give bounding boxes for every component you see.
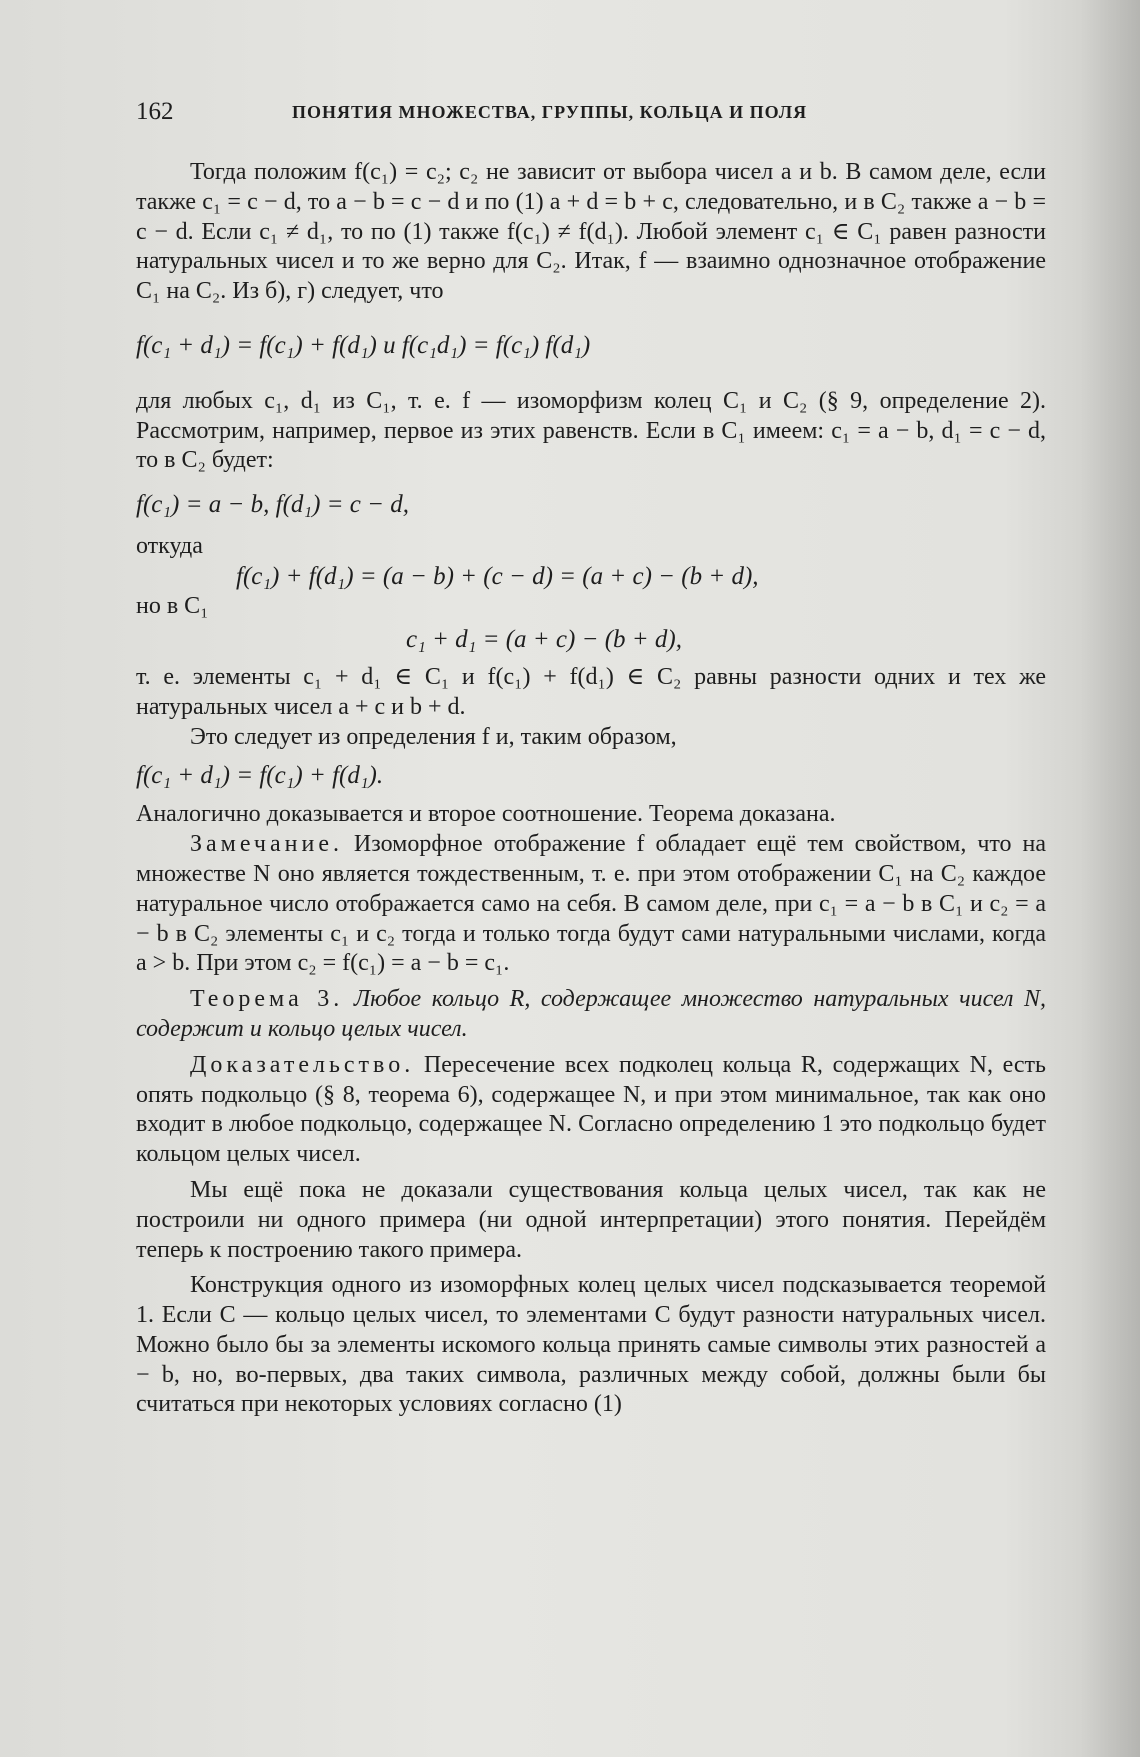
paragraph-2: для любых c₁, d₁ из C₁, т. е. f — изоморфизм колец C₁ и C₂ (§ 9, определение 2). Рассмотрим, например, первое из этих равенств. Если в C₁ имеем: c₁ = a − b, d₁ = c − d, то в C₂ будет: xyxy=(136,387,1046,474)
paragraph-5: Аналогично доказывается и второе соотношение. Теорема доказана. xyxy=(136,801,836,828)
paragraph-6: Мы ещё пока не доказали существования кольца целых чисел, так как не построили ни одного примера (ни одной интерпретации) этого понятия. Перейдём теперь к построению такого примера. xyxy=(136,1176,1046,1263)
running-head: ПОНЯТИЯ МНОЖЕСТВА, ГРУППЫ, КОЛЬЦА И ПОЛЯ xyxy=(292,102,808,122)
formula-values: f(c₁) = a − b, f(d₁) = c − d, xyxy=(136,491,409,519)
paragraph-3: т. е. элементы c₁ + d₁ ∈ C₁ и f(c₁) + f(d₁) ∈ C₂ равны разности одних и тех же натуральных чисел a + c и b + d. xyxy=(136,664,1046,720)
label-otkuda: откуда xyxy=(136,532,203,559)
remark-label: Замечание. xyxy=(190,831,343,858)
remark-text: Изоморфное отображение f обладает ещё тем свойством, что на множестве N оно является тождественным, т. е. при этом отображении C₁ на C₂ каждое натуральное число отображается само на себя. В самом деле, при c₁ = a − b в C₁ и c₂ = a − b в C₂ элементы c₁ и c₂ тогда и только тогда будут сами натуральными числами, когда a > b. При этом c₂ = f(c₁) = a − b = c₁. xyxy=(136,831,1046,977)
theorem-3 xyxy=(136,985,1046,1045)
proof-text: Пересечение всех подколец кольца R, содержащих N, есть опять подкольцо (§ 8, теорема 6), содержащее N, и при этом минимальное, так как оно входит в любое подкольцо, содержащее N. Согласно определению 1 это подкольцо будет кольцом целых чисел. xyxy=(136,1051,1046,1168)
label-no-v-c1: но в C₁ xyxy=(136,592,209,619)
formula-c1-plus-d1: c₁ + d₁ = (a + c) − (b + d), xyxy=(406,626,682,654)
formula-additivity: f(c₁ + d₁) = f(c₁) + f(d₁). xyxy=(136,761,384,789)
formula-sum: f(c₁) + f(d₁) = (a − b) + (c − d) = (a + c) − (b + d), xyxy=(236,562,759,590)
paragraph-7: Конструкция одного из изоморфных колец целых чисел подсказывается теоремой 1. Если C — кольцо целых чисел, то элементами C будут разности натуральных чисел. Можно было бы за элементы искомого кольца принять самые символы этих разностей a − b, но, во-первых, два таких символа, различных между собой, должны были бы считаться при некоторых условиях согласно (1) xyxy=(136,1272,1046,1418)
theorem-label: Теорема 3. xyxy=(190,986,344,1013)
remark xyxy=(136,830,1046,979)
proof-label: Доказательство. xyxy=(190,1051,415,1078)
paragraph-1: Тогда положим f(c₁) = c₂; c₂ не зависит от выбора чисел a и b. В самом деле, если также c₁ = c − d, то a − b = c − d и по (1) a + d = b + c, следовательно, и в C₂ также a − b = c − d. Если c₁ ≠ d₁, то по (1) также f(c₁) ≠ f(d₁). Любой элемент c₁ ∈ C₁ равен разности натуральных чисел и то же верно для C₂. Итак, f — взаимно однозначное отображение C₁ на C₂. Из б), г) следует, что xyxy=(136,159,1046,305)
theorem-text: Любое кольцо R, содержащее множество натуральных чисел N, содержит и кольцо целых чисел. xyxy=(136,986,1046,1042)
page-edge-shadow xyxy=(1080,0,1140,1757)
paragraph-4: Это следует из определения f и, таким образом, xyxy=(190,723,677,750)
page-header xyxy=(136,98,1046,128)
main-text xyxy=(136,158,1046,1420)
page-number: 162 xyxy=(136,98,174,125)
formula-homomorphism: f(c₁ + d₁) = f(c₁) + f(d₁) и f(c₁d₁) = f(c₁) f(d₁) xyxy=(136,331,591,359)
proof xyxy=(136,1051,1046,1170)
